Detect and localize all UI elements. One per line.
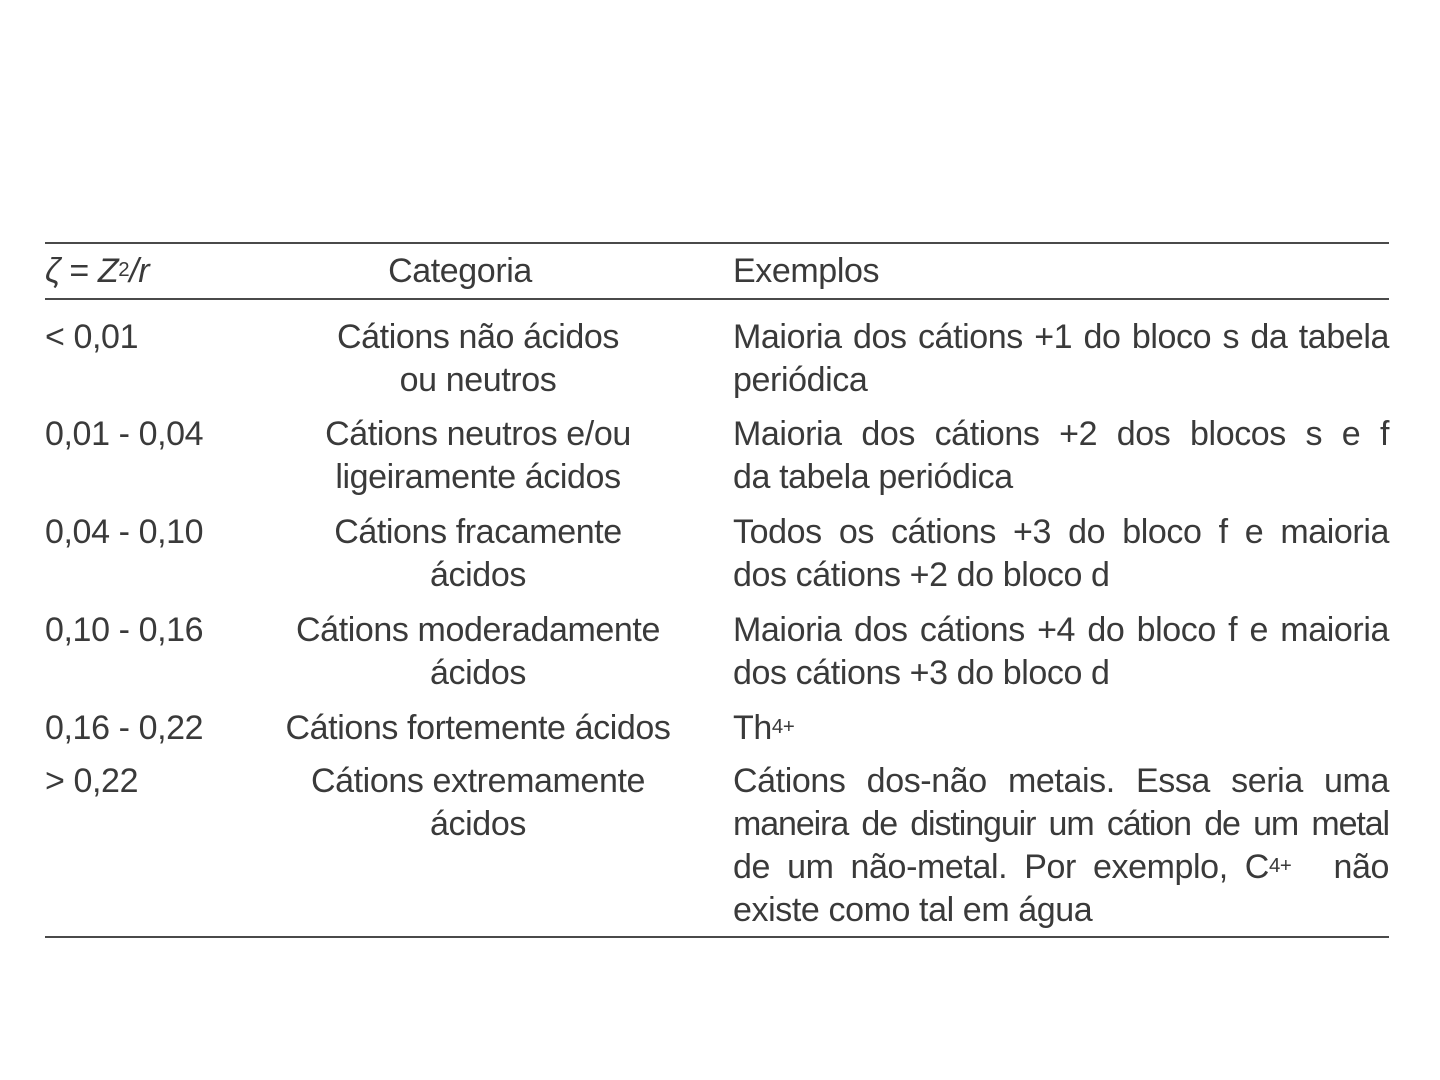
example-line: Todos os cátions +3 do bloco f e maioria — [733, 513, 1389, 551]
examples-cell — [733, 707, 1389, 750]
examples-cell — [733, 760, 1389, 932]
examples-cell — [733, 316, 1389, 402]
range-cell: 0,10 - 0,16 — [45, 611, 204, 649]
category-cell — [263, 760, 693, 846]
category-line: Cátions moderadamente — [296, 611, 660, 649]
thorium-symbol: Th — [733, 709, 772, 747]
category-line: ou neutros — [399, 361, 557, 399]
table-row — [45, 609, 1389, 707]
examples-cell — [733, 511, 1389, 597]
example-line: da tabela periódica — [733, 458, 1013, 496]
table-header-row — [45, 244, 1389, 298]
slash-r: /r — [129, 252, 150, 290]
table-row — [45, 511, 1389, 609]
range-cell: 0,04 - 0,10 — [45, 513, 204, 551]
example-text-after-sup: não — [1333, 848, 1389, 886]
example-text-before-sup: de um não-metal. Por exemplo, C — [733, 848, 1269, 886]
range-cell: 0,16 - 0,22 — [45, 709, 204, 747]
header-category: Categoria — [388, 252, 532, 290]
example-line: periódica — [733, 361, 868, 399]
charge-superscript: 4+ — [771, 715, 795, 738]
header-zeta-formula — [45, 250, 265, 293]
range-cell: < 0,01 — [45, 318, 139, 356]
example-line — [733, 846, 1389, 889]
bottom-rule — [45, 936, 1389, 938]
example-line: maneira de distinguir um cátion de um metal — [733, 805, 1389, 843]
header-examples: Exemplos — [733, 252, 880, 290]
z-exponent: 2 — [118, 258, 130, 281]
category-line: ligeiramente ácidos — [335, 458, 621, 496]
category-line: Cátions não ácidos — [337, 318, 619, 356]
equals-sign: = — [60, 252, 98, 290]
category-line: Cátions extremamente — [310, 762, 646, 800]
table-row — [45, 413, 1389, 511]
category-line: ácidos — [430, 654, 526, 692]
range-cell: 0,01 - 0,04 — [45, 415, 204, 453]
examples-cell — [733, 609, 1389, 695]
category-line: Cátions neutros e/ou — [325, 415, 631, 453]
table-body — [45, 300, 1389, 936]
category-line: ácidos — [430, 556, 526, 594]
category-cell — [263, 316, 693, 402]
example-line: Maioria dos cátions +4 do bloco f e maioria — [733, 611, 1389, 649]
zeta-symbol: ζ — [45, 252, 61, 290]
table-row — [45, 707, 1389, 761]
category-line: ácidos — [430, 805, 526, 843]
category-cell — [263, 413, 693, 499]
category-line: Cátions fortemente ácidos — [285, 709, 671, 747]
example-line: existe como tal em água — [733, 891, 1093, 929]
carbon-charge-superscript: 4+ — [1268, 854, 1292, 877]
cation-acidity-table — [45, 242, 1389, 938]
table-row — [45, 316, 1389, 414]
example-line: Maioria dos cátions +1 do bloco s da tabela — [733, 318, 1389, 356]
example-line: dos cátions +2 do bloco d — [733, 556, 1110, 594]
example-line: Cátions dos-não metais. Essa seria uma — [733, 762, 1389, 800]
z-symbol: Z — [97, 252, 119, 290]
example-line: dos cátions +3 do bloco d — [733, 654, 1110, 692]
example-text — [733, 846, 1291, 889]
category-cell — [263, 511, 693, 597]
examples-cell — [733, 413, 1389, 499]
category-cell — [263, 609, 693, 695]
category-cell — [263, 707, 693, 750]
category-line: Cátions fracamente — [334, 513, 622, 551]
table-row — [45, 760, 1389, 936]
range-cell: > 0,22 — [45, 762, 139, 800]
example-line: Maioria dos cátions +2 dos blocos s e f — [733, 415, 1389, 453]
